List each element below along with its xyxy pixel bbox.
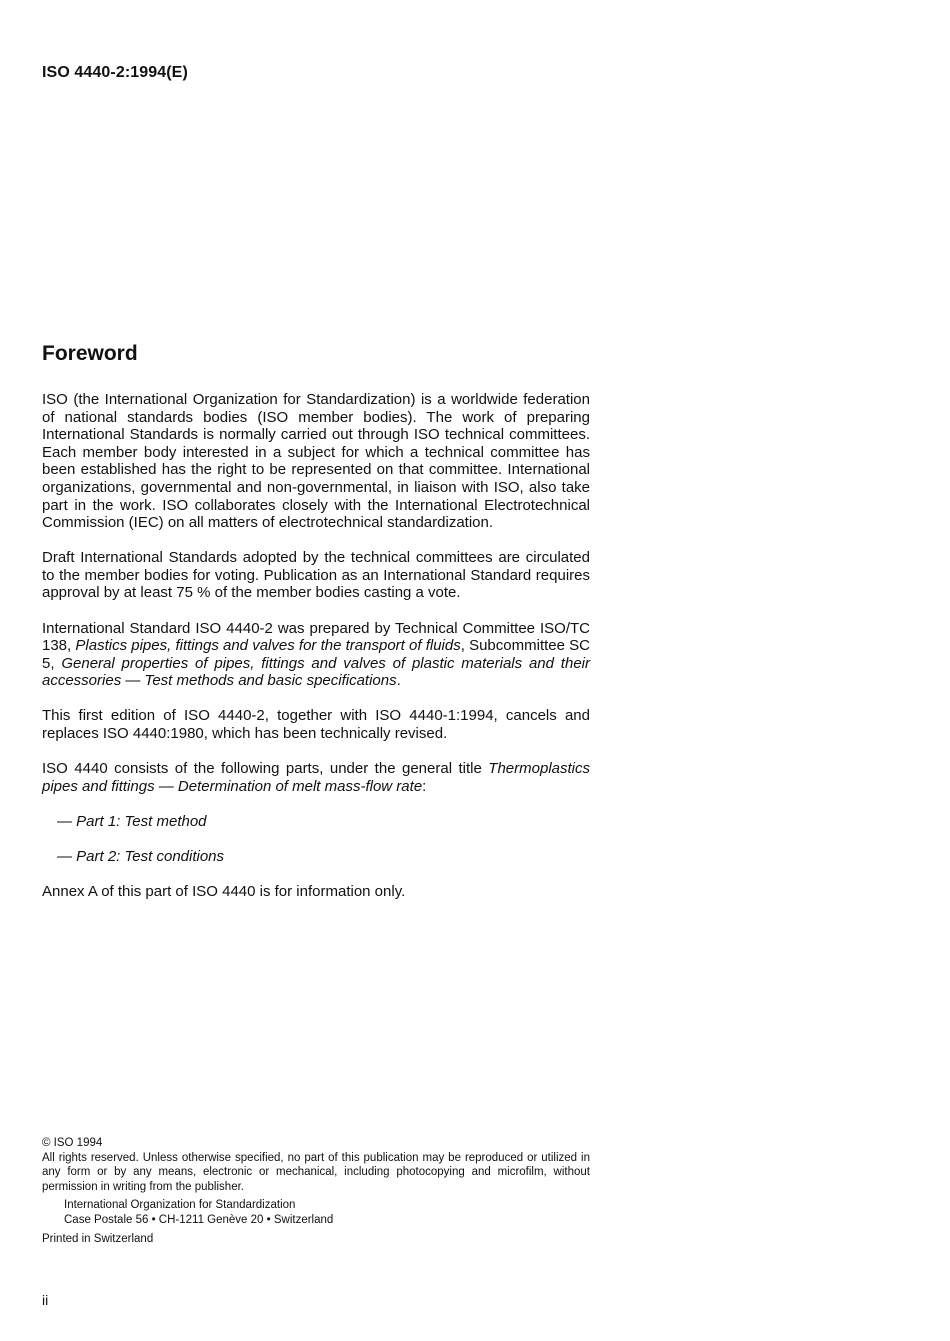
foreword-body: [42, 391, 590, 918]
part-2-item: [57, 848, 590, 866]
publisher-name: International Organization for Standardization: [64, 1199, 296, 1211]
parts-intro-text-1: ISO 4440 consists of the following parts, under the general title: [42, 760, 489, 778]
copyright-block: [42, 1136, 590, 1247]
paragraph-draft-standards: Draft International Standards adopted by the technical committees are circulated to the member bodies for voting. Publication as an International Standard requires approval by at least 75 % of the member bodies casting a vote.: [42, 549, 590, 602]
rights-notice: All rights reserved. Unless otherwise specified, no part of this publication may be reproduced or utilized in any form or by any means, electronic or mechanical, including photocopying and microfilm, without permission in writing from the publisher.: [42, 1151, 590, 1193]
publisher-address: [64, 1198, 590, 1227]
part-2-label: — Part 2: Test conditions: [57, 847, 225, 865]
part-1-label: — Part 1: Test method: [57, 812, 207, 830]
foreword-title: Foreword: [42, 342, 138, 365]
postal-address: Case Postale 56 • CH-1211 Genève 20 • Switzerland: [64, 1213, 334, 1226]
committee-title: Plastics pipes, fittings and valves for the transport of fluids: [75, 637, 461, 655]
printed-in: Printed in Switzerland: [42, 1233, 154, 1245]
general-title: Thermoplastics pipes and fittings — Determination of melt mass-flow rate: [42, 760, 590, 795]
prepared-by-text-3: .: [396, 672, 401, 690]
paragraph-annex-note: Annex A of this part of ISO 4440 is for information only.: [42, 882, 406, 900]
paragraph-parts-intro: [42, 760, 590, 795]
prepared-by-text-1: International Standard ISO 4440-2 was prepared by Technical Committee ISO/TC 138,: [42, 619, 590, 655]
subcommittee-title: General properties of pipes, fittings and valves of plastic materials and their accessories — Test methods and basic specifications: [42, 654, 590, 690]
paragraph-prepared-by: [42, 620, 590, 690]
paragraph-iso-organization: ISO (the International Organization for Standardization) is a worldwide federation of national standards bodies (ISO member bodies). The work of preparing International Standards is normally carried out through ISO technical committees. Each member body interested in a subject for which a technical committee has been established has the right to be represented on that committee. International organizations, governmental and non-governmental, in liaison with ISO, also take part in the work. ISO collaborates closely with the International Electrotechnical Commission (IEC) on all matters of electrotechnical standardization.: [42, 391, 590, 532]
page-number: ii: [42, 1292, 49, 1308]
paragraph-first-edition: This first edition of ISO 4440-2, together with ISO 4440-1:1994, cancels and replaces ISO 4440:1980, which has been technically revised.: [42, 707, 590, 742]
page-header: ISO 4440-2:1994(E): [42, 64, 188, 81]
copyright-line: © ISO 1994: [42, 1137, 103, 1149]
part-1-item: [57, 813, 590, 831]
prepared-by-text-2: , Subcommittee SC 5,: [42, 637, 590, 672]
parts-intro-text-2: :: [422, 777, 427, 795]
